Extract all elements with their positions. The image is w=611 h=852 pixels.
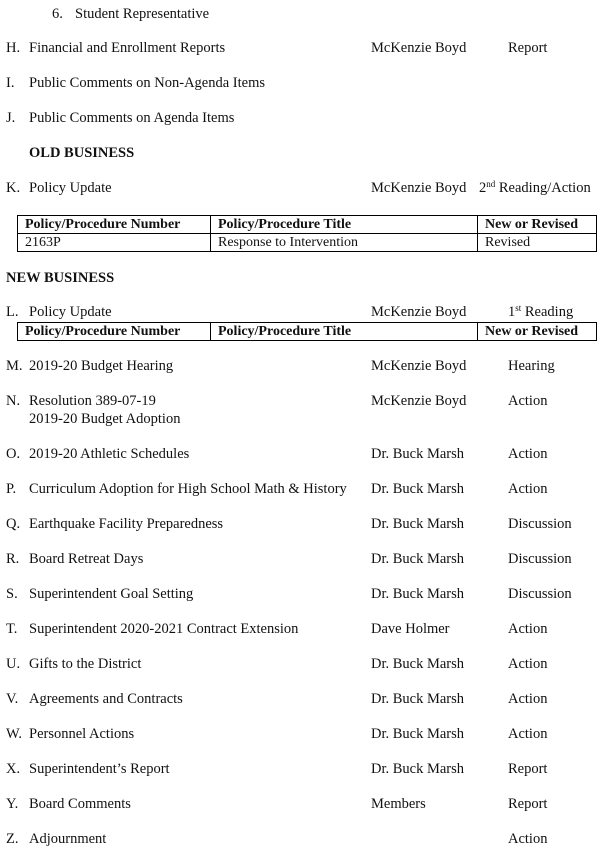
agenda-item-h [0, 38, 611, 58]
item-presenter: Dr. Buck Marsh [371, 586, 465, 602]
old-business-heading: OLD BUSINESS [29, 145, 135, 161]
new-business-policy-table [17, 322, 597, 341]
item-letter: N. [6, 393, 21, 409]
item-letter: K. [6, 180, 21, 196]
item-presenter: Dr. Buck Marsh [371, 656, 465, 672]
agenda-item-k [0, 178, 611, 198]
item-letter: Y. [6, 796, 19, 812]
item-action: Action [508, 831, 548, 847]
item-action: 2nd Reading/Action [479, 179, 591, 196]
item-action: Action [508, 481, 548, 497]
agenda-item-v [0, 689, 611, 709]
item-title: 2019-20 Budget Hearing [29, 358, 174, 374]
item-letter: V. [6, 691, 19, 707]
old-business-policy-table [17, 215, 597, 252]
item-presenter: Dr. Buck Marsh [371, 761, 465, 777]
item-letter: U. [6, 656, 21, 672]
agenda-item-t [0, 619, 611, 639]
item-title: Superintendent Goal Setting [29, 586, 194, 602]
col-header: Policy/Procedure Title [211, 323, 478, 341]
agenda-item-l [0, 302, 611, 322]
item-title: 2019-20 Athletic Schedules [29, 446, 190, 462]
item-action: Discussion [508, 516, 572, 532]
item-letter: S. [6, 586, 18, 602]
item-letter: P. [6, 481, 17, 497]
item-subtitle: 2019-20 Budget Adoption [29, 411, 181, 427]
table-header-row [18, 323, 597, 341]
item-action: Discussion [508, 551, 572, 567]
item-title: Personnel Actions [29, 726, 135, 742]
agenda-item-q [0, 514, 611, 534]
item-title: Earthquake Facility Preparedness [29, 516, 224, 532]
item-action: Report [508, 40, 548, 56]
item-action: Hearing [508, 358, 555, 374]
item-letter: X. [6, 761, 21, 777]
agenda-item-p [0, 479, 611, 499]
item-letter: I. [6, 75, 15, 91]
item-letter: O. [6, 446, 21, 462]
item-letter: L. [6, 304, 19, 320]
table-cell: Revised [478, 234, 597, 252]
item-letter: W. [6, 726, 22, 742]
agenda-item-i [0, 73, 611, 93]
item-presenter: Dr. Buck Marsh [371, 446, 465, 462]
col-header: Policy/Procedure Number [18, 323, 211, 341]
item-presenter: McKenzie Boyd [371, 180, 467, 196]
table-row [18, 234, 597, 252]
item-action: Discussion [508, 586, 572, 602]
item-letter: Z. [6, 831, 19, 847]
table-cell: 2163P [18, 234, 211, 252]
agenda-item-s [0, 584, 611, 604]
item-title: Board Retreat Days [29, 551, 144, 567]
item-letter: H. [6, 40, 21, 56]
item-action: Report [508, 761, 548, 777]
item-action: 1st Reading [508, 303, 574, 320]
item-title: Superintendent’s Report [29, 761, 170, 777]
item-title: Gifts to the District [29, 656, 142, 672]
item-letter: R. [6, 551, 20, 567]
item-title: Public Comments on Non-Agenda Items [29, 75, 266, 91]
item-action: Action [508, 691, 548, 707]
item-title: Adjournment [29, 831, 107, 847]
item-title: Resolution 389-07-19 [29, 393, 156, 409]
item-title: Financial and Enrollment Reports [29, 40, 226, 56]
item-presenter: Dave Holmer [371, 621, 450, 637]
item-presenter: Dr. Buck Marsh [371, 551, 465, 567]
col-header: New or Revised [478, 216, 597, 234]
agenda-item-j [0, 108, 611, 128]
item-action: Action [508, 656, 548, 672]
item-title: Policy Update [29, 180, 112, 196]
item-presenter: Dr. Buck Marsh [371, 516, 465, 532]
col-header: New or Revised [478, 323, 597, 341]
new-business-heading: NEW BUSINESS [6, 270, 115, 286]
agenda-item-x [0, 759, 611, 779]
col-header: Policy/Procedure Title [211, 216, 478, 234]
item-presenter: Members [371, 796, 426, 812]
item-title: Board Comments [29, 796, 131, 812]
item-action: Action [508, 393, 548, 409]
item-presenter: McKenzie Boyd [371, 40, 467, 56]
agenda-item-w [0, 724, 611, 744]
item-title: Policy Update [29, 304, 112, 320]
item-presenter: McKenzie Boyd [371, 304, 467, 320]
item-action: Report [508, 796, 548, 812]
item-letter: T. [6, 621, 18, 637]
item-presenter: Dr. Buck Marsh [371, 481, 465, 497]
agenda-item-y [0, 794, 611, 814]
agenda-item-n [0, 391, 611, 431]
agenda-item-student-rep [0, 4, 611, 24]
item-action: Action [508, 726, 548, 742]
table-header-row [18, 216, 597, 234]
item-title: Superintendent 2020-2021 Contract Extension [29, 621, 299, 637]
item-number: 6. [52, 6, 63, 22]
item-presenter: Dr. Buck Marsh [371, 691, 465, 707]
agenda-item-z [0, 829, 611, 849]
col-header: Policy/Procedure Number [18, 216, 211, 234]
item-action: Action [508, 446, 548, 462]
agenda-item-o [0, 444, 611, 464]
item-title: Public Comments on Agenda Items [29, 110, 235, 126]
agenda-item-m [0, 356, 611, 376]
item-presenter: Dr. Buck Marsh [371, 726, 465, 742]
agenda-item-r [0, 549, 611, 569]
item-letter: M. [6, 358, 23, 374]
item-letter: J. [6, 110, 16, 126]
item-title: Agreements and Contracts [29, 691, 183, 707]
item-letter: Q. [6, 516, 21, 532]
item-title: Curriculum Adoption for High School Math & History [29, 481, 347, 497]
item-action: Action [508, 621, 548, 637]
agenda-item-u [0, 654, 611, 674]
item-presenter: McKenzie Boyd [371, 358, 467, 374]
table-cell: Response to Intervention [211, 234, 478, 252]
item-presenter: McKenzie Boyd [371, 393, 467, 409]
item-title: Student Representative [75, 6, 210, 22]
